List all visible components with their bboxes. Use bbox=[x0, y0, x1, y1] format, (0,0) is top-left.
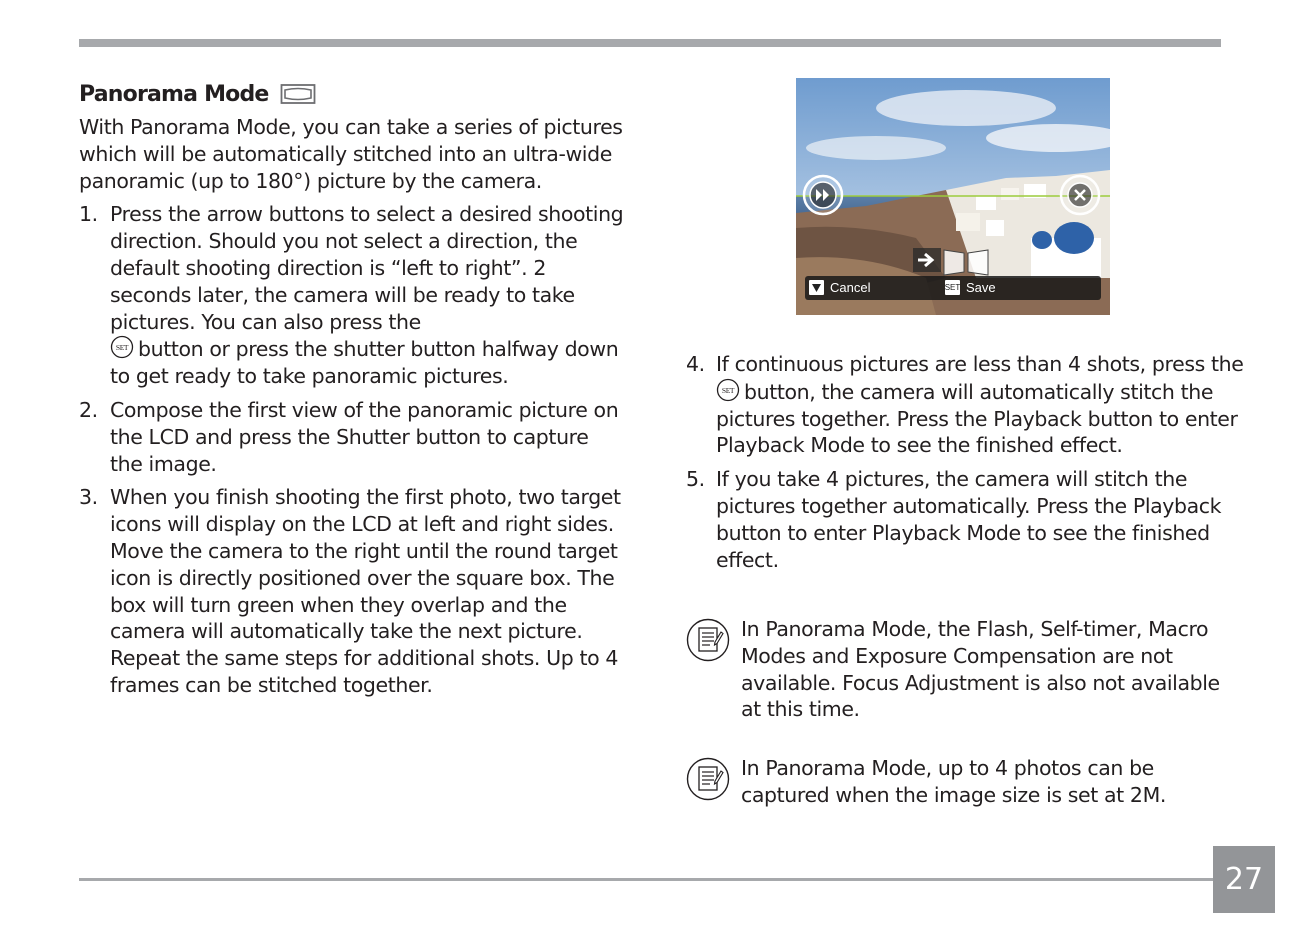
set-button-icon bbox=[716, 378, 740, 402]
step-number: 4. bbox=[686, 352, 705, 376]
lcd-osd-bar bbox=[805, 276, 1101, 300]
steps-list-right bbox=[686, 351, 1246, 573]
step-text: Compose the first view of the panoramic picture on the LCD and press the Shutter button to capture the image. bbox=[110, 397, 619, 476]
svg-text:SET: SET bbox=[115, 343, 129, 353]
cancel-option bbox=[809, 280, 870, 295]
step-item bbox=[79, 484, 624, 698]
left-column bbox=[79, 78, 624, 699]
top-rule bbox=[79, 39, 1221, 47]
note-block bbox=[686, 616, 1231, 723]
save-option bbox=[945, 280, 996, 295]
set-button-icon bbox=[110, 335, 134, 359]
step-text-cont: button or press the shutter button halfway down to get ready to take panoramic pictures. bbox=[110, 337, 619, 389]
note-icon bbox=[686, 618, 730, 662]
step-item bbox=[79, 201, 624, 390]
cancel-label: Cancel bbox=[830, 280, 871, 295]
step-item bbox=[686, 466, 1246, 573]
note-block bbox=[686, 755, 1231, 809]
step-number: 2. bbox=[79, 397, 98, 422]
note-icon bbox=[686, 757, 730, 801]
step-text-cont: button, the camera will automatically stitch the pictures together. Press the Playback button to enter Playback Mode to see the finished effect. bbox=[716, 379, 1238, 458]
down-triangle-icon bbox=[809, 280, 824, 295]
step-text: When you finish shooting the first photo, two target icons will display on the LCD at left and right sides. Move the camera to the right until the round target icon is directly positioned over the square box. The box will turn green when they overlap and the camera will automatically take the next picture. Repeat the same steps for additional shots. Up to 4 frames can be stitched together. bbox=[110, 485, 621, 697]
step-number: 3. bbox=[79, 485, 98, 510]
step-text: If continuous pictures are less than 4 shots, press the bbox=[716, 352, 1244, 376]
steps-list-left bbox=[79, 201, 624, 698]
set-key-icon: SET bbox=[945, 280, 960, 295]
step-item bbox=[79, 397, 624, 477]
panorama-mode-icon bbox=[280, 82, 316, 106]
step-text: Press the arrow buttons to select a desired shooting direction. Should you not select a direction, the default shooting direction is “left to right”. 2 seconds later, the camera will be ready to take pictures. You can also press the bbox=[110, 202, 624, 334]
direction-arrow-icon bbox=[913, 248, 941, 272]
page-number: 27 bbox=[1213, 846, 1275, 913]
step-number: 1. bbox=[79, 202, 98, 227]
bottom-rule bbox=[79, 878, 1215, 881]
step-text: If you take 4 pictures, the camera will stitch the pictures together automatically. Press the Playback button to enter Playback Mode to see the finished effect. bbox=[716, 467, 1222, 572]
square-target-icon bbox=[1061, 176, 1099, 214]
note-text: In Panorama Mode, the Flash, Self-timer, Macro Modes and Exposure Compensation are not available. Focus Adjustment is also not available at this time. bbox=[741, 617, 1220, 722]
step-number: 5. bbox=[686, 467, 705, 492]
section-heading bbox=[79, 78, 624, 110]
round-target-icon bbox=[804, 176, 842, 214]
right-column bbox=[686, 344, 1246, 573]
section-title: Panorama Mode bbox=[79, 81, 269, 107]
note-text: In Panorama Mode, up to 4 photos can be captured when the image size is set at 2M. bbox=[741, 756, 1166, 807]
svg-text:SET: SET bbox=[721, 385, 735, 395]
step-item bbox=[686, 351, 1246, 459]
save-label: Save bbox=[966, 280, 996, 295]
intro-paragraph: With Panorama Mode, you can take a series of pictures which will be automatically stitched into an ultra-wide panoramic (up to 180°) picture by the camera. bbox=[79, 115, 623, 193]
lcd-screen-illustration bbox=[796, 78, 1110, 315]
